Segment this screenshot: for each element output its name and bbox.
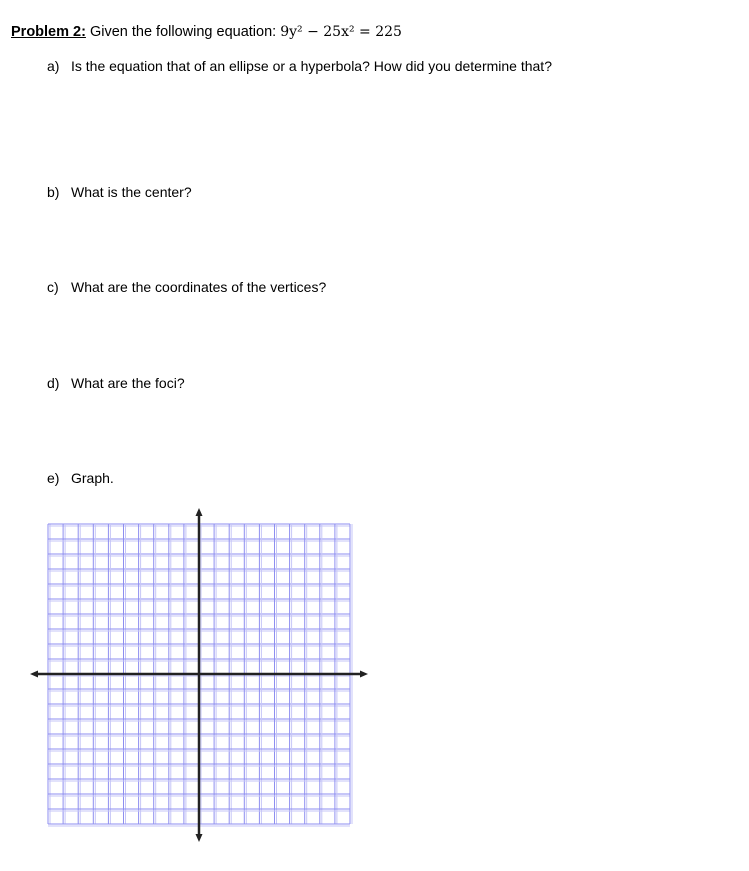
- problem-title: [11, 24, 402, 40]
- y-axis-up-arrow-icon: [196, 508, 203, 516]
- question-e: [47, 470, 114, 486]
- question-letter: c): [47, 279, 59, 295]
- question-text: Graph.: [71, 470, 114, 486]
- problem-intro: Given the following equation:: [85, 24, 281, 40]
- x-axis-right-arrow-icon: [360, 671, 368, 678]
- coordinate-grid: [30, 508, 370, 843]
- question-text: What is the center?: [71, 184, 192, 200]
- question-letter: b): [47, 184, 60, 200]
- question-d: [47, 375, 185, 391]
- question-text: Is the equation that of an ellipse or a hyperbola? How did you determine that?: [71, 58, 552, 74]
- question-c: [47, 279, 326, 295]
- question-text: What are the foci?: [71, 375, 185, 391]
- question-a: [47, 58, 552, 74]
- question-text: What are the coordinates of the vertices?: [71, 279, 327, 295]
- x-axis-left-arrow-icon: [30, 671, 38, 678]
- y-axis-down-arrow-icon: [196, 834, 203, 842]
- question-letter: a): [47, 58, 60, 74]
- question-letter: e): [47, 470, 60, 486]
- problem-equation: 9y² − 25x² = 225: [280, 24, 402, 40]
- question-b: [47, 184, 192, 200]
- question-letter: d): [47, 375, 60, 391]
- problem-label: Problem 2:: [11, 24, 86, 40]
